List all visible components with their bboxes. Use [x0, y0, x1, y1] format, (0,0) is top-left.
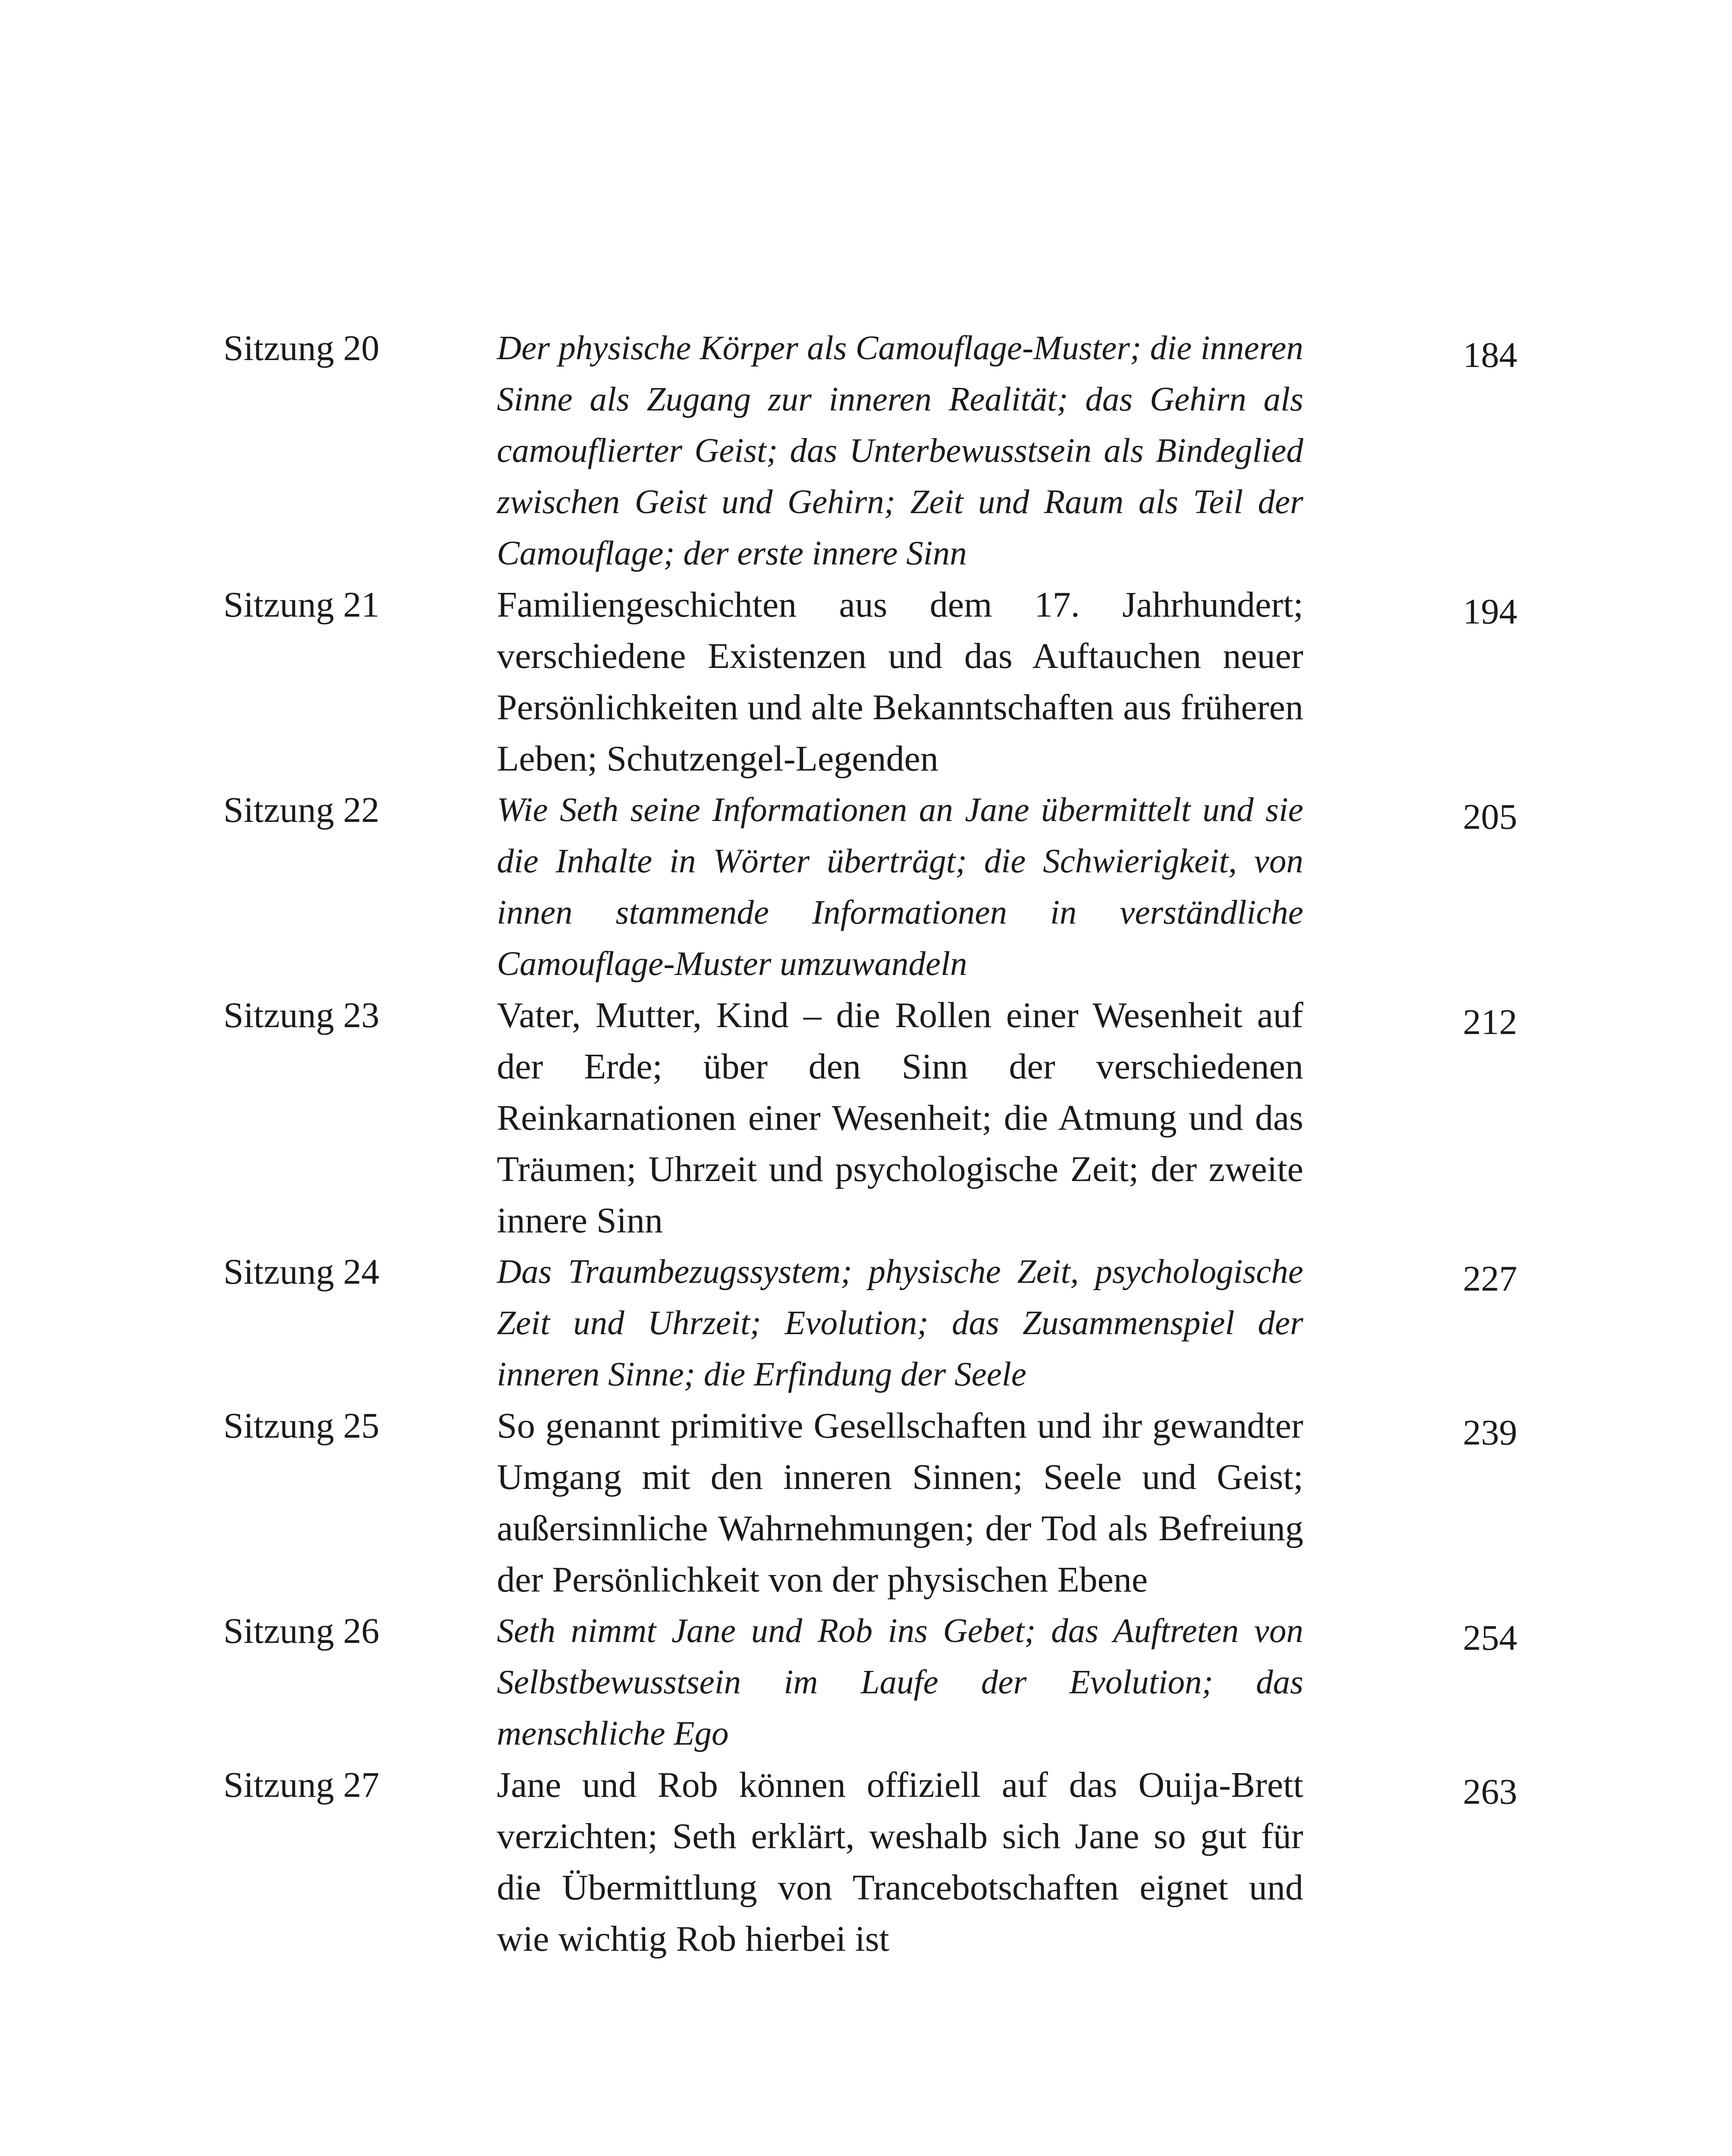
toc-entry-sitzung-23: [223, 990, 1517, 1246]
session-description: Wie Seth seine Informationen an Jane übermittelt und sie die Inhalte in Wörter überträgt; die Schwierigkeit, von innen stammende Informationen in verständliche Camouflage-Muster umzuwandeln: [497, 791, 1303, 983]
toc-entry-sitzung-27: [223, 1759, 1517, 1965]
page-number: 254: [1463, 1618, 1517, 1658]
session-description: Familiengeschichten aus dem 17. Jahrhundert; verschiedene Existenzen und das Auftauchen neuer Persönlichkeiten und alte Bekanntschaften aus früheren Leben; Schutzengel-Legenden: [497, 585, 1303, 779]
page-number: 227: [1463, 1259, 1517, 1299]
session-label: Sitzung 23: [223, 995, 380, 1035]
session-description: Jane und Rob können offiziell auf das Ouija-Brett verzichten; Seth erklärt, weshalb sich Jane so gut für die Übermittlung von Trancebotschaften eignet und wie wichtig Rob hierbei ist: [497, 1765, 1303, 1959]
page-number: 212: [1463, 1002, 1517, 1042]
session-label: Sitzung 21: [223, 585, 380, 625]
page-number: 239: [1463, 1413, 1517, 1453]
table-of-contents: [223, 323, 1517, 1965]
session-label: Sitzung 27: [223, 1765, 380, 1805]
page-number: 263: [1463, 1772, 1517, 1812]
session-description: So genannt primitive Gesellschaften und ihr gewandter Umgang mit den inneren Sinnen; Seele und Geist; außersinnliche Wahrnehmungen; der Tod als Befreiung der Persönlichkeit von der physischen Ebene: [497, 1406, 1303, 1600]
session-description: Vater, Mutter, Kind – die Rollen einer Wesenheit auf der Erde; über den Sinn der verschiedenen Reinkarnationen einer Wesenheit; die Atmung und das Träumen; Uhrzeit und psychologische Zeit; der zweite innere Sinn: [497, 995, 1303, 1241]
page-number: 205: [1463, 797, 1517, 837]
toc-entry-sitzung-26: [223, 1605, 1517, 1759]
toc-entry-sitzung-24: [223, 1246, 1517, 1400]
session-label: Sitzung 25: [223, 1406, 380, 1446]
session-description: Das Traumbezugssystem; physische Zeit, psychologische Zeit und Uhrzeit; Evolution; das Zusammenspiel der inneren Sinne; die Erfindung der Seele: [497, 1253, 1303, 1393]
toc-entry-sitzung-20: [223, 323, 1517, 579]
toc-entry-sitzung-21: [223, 579, 1517, 784]
page-number: 184: [1463, 335, 1517, 375]
session-label: Sitzung 20: [223, 328, 380, 368]
session-description: Der physische Körper als Camouflage-Muster; die inneren Sinne als Zugang zur inneren Realität; das Gehirn als camouflierter Geist; das Unterbewusstsein als Bindeglied zwischen Geist und Gehirn; Zeit und Raum als Teil der Camouflage; der erste innere Sinn: [497, 329, 1303, 572]
session-label: Sitzung 26: [223, 1611, 380, 1651]
session-label: Sitzung 22: [223, 790, 380, 830]
toc-entry-sitzung-25: [223, 1400, 1517, 1605]
session-label: Sitzung 24: [223, 1252, 380, 1292]
session-description: Seth nimmt Jane und Rob ins Gebet; das Auftreten von Selbstbewusstsein im Laufe der Evolution; das menschliche Ego: [497, 1612, 1303, 1752]
toc-entry-sitzung-22: [223, 784, 1517, 990]
page-number: 194: [1463, 592, 1517, 632]
